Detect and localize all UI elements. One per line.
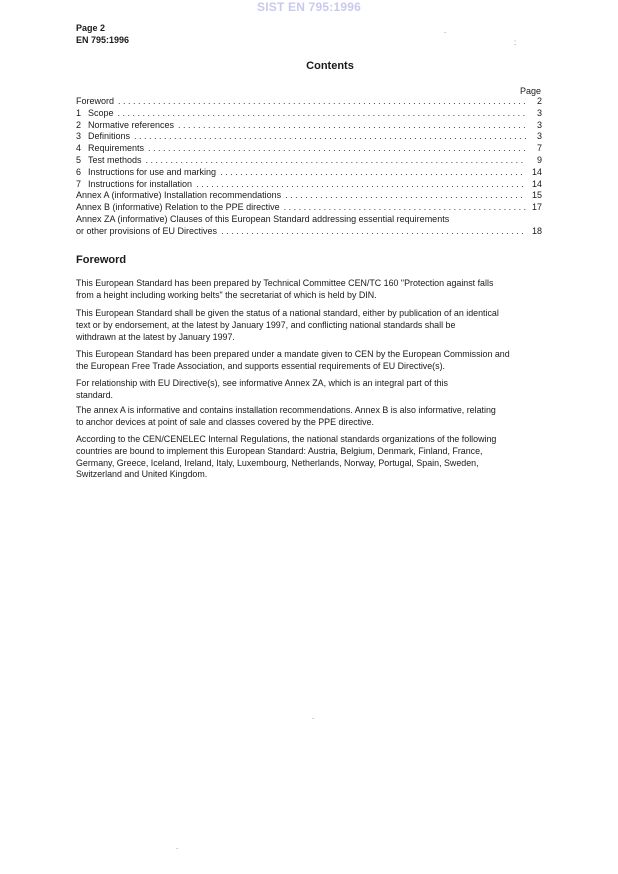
paragraph-line: For relationship with EU Directive(s), see informative Annex ZA, which is an integral part of this [76, 378, 448, 388]
toc-entry-label: Annex A (informative) Installation recommendations [76, 190, 282, 201]
dot-leader [178, 120, 526, 132]
toc-entry-page: 7 [536, 143, 542, 154]
dot-leader [118, 108, 526, 120]
toc-entry-page: 18 [531, 225, 542, 236]
dot-leader [118, 96, 526, 108]
paragraph-line: Germany, Greece, Iceland, Ireland, Italy, Luxembourg, Netherlands, Norway, Portugal, Spain, Sweden, [76, 457, 479, 468]
paragraph-line: This European Standard shall be given the status of a national standard, either by publication of an identical [76, 308, 499, 318]
toc-entry-number: 4 [76, 143, 82, 154]
toc-entry-label: or other provisions of EU Directives [76, 225, 218, 236]
paragraph-line: countries are bound to implement this European Standard: Austria, Belgium, Denmark, Finland, France, [76, 445, 483, 456]
dot-leader [146, 155, 526, 167]
foreword-paragraph [76, 378, 448, 402]
toc-entry-page: 3 [536, 131, 542, 142]
paragraph-line: This European Standard has been prepared by Technical Committee CEN/TC 160 "Protection against falls [76, 278, 494, 288]
foreword-paragraph [76, 308, 499, 343]
paragraph-line: Switzerland and United Kingdom. [76, 469, 208, 480]
toc-entry[interactable] [76, 190, 542, 202]
toc-entry-label: Normative references [88, 119, 175, 130]
toc-entry[interactable] [76, 131, 542, 143]
toc-entry[interactable] [76, 214, 542, 226]
toc-entry-number: 3 [76, 131, 82, 142]
toc-entry-label: Annex ZA (informative) Clauses of this European Standard addressing essential requirements [76, 213, 450, 224]
toc-entry[interactable] [76, 155, 542, 167]
paragraph-line: standard. [76, 389, 114, 400]
toc-entry-label: Scope [88, 107, 114, 118]
toc-entry-label: Foreword [76, 96, 115, 106]
paragraph-line: withdrawn at the latest by January 1997. [76, 331, 235, 342]
paragraph-line: text or by endorsement, at the latest by January 1997, and conflicting national standards shall be [76, 319, 456, 330]
toc-entry[interactable] [76, 120, 542, 132]
foreword-paragraph [76, 278, 493, 302]
toc-entry-page: 17 [531, 202, 542, 213]
page-column-header: Page [519, 86, 541, 96]
page-number: Page 2 [76, 23, 106, 33]
foreword-heading: Foreword [76, 254, 127, 266]
toc-entry[interactable] [76, 96, 542, 108]
paragraph-line: to anchor devices at point of sale and classes covered by the PPE directive. [76, 416, 374, 427]
paragraph-line: The annex A is informative and contains installation recommendations. Annex B is also informative, relating [76, 405, 496, 415]
foreword-paragraph [76, 349, 510, 373]
toc-entry-page: 3 [536, 119, 542, 130]
paragraph-line: According to the CEN/CENELEC Internal Regulations, the national standards organizations of the following [76, 434, 497, 444]
toc-entry-page: 9 [536, 154, 542, 165]
toc-entry-label: Test methods [88, 154, 142, 165]
dot-leader [148, 143, 526, 155]
foreword-paragraph [76, 405, 496, 429]
dot-leader [284, 202, 526, 214]
dot-leader [221, 226, 526, 238]
paragraph-line: This European Standard has been prepared under a mandate given to CEN by the European Commission and [76, 349, 510, 359]
toc-entry[interactable] [76, 202, 542, 214]
dot-leader [196, 179, 526, 191]
toc-entry-label: Annex B (informative) Relation to the PPE directive [76, 202, 280, 213]
dot-leader [285, 190, 526, 202]
toc-entry-number: 6 [76, 166, 82, 177]
foreword-paragraph [76, 434, 496, 481]
dot-leader [220, 167, 526, 179]
toc-entry-number: 7 [76, 178, 82, 189]
paragraph-line: the European Free Trade Association, and supports essential requirements of EU Directive(s). [76, 360, 445, 371]
contents-title: Contents [306, 60, 354, 72]
toc-entry[interactable] [76, 108, 542, 120]
table-of-contents [76, 96, 542, 238]
toc-entry-number: 5 [76, 154, 82, 165]
toc-entry-page: 3 [536, 107, 542, 118]
toc-entry-number: 2 [76, 119, 82, 130]
toc-entry-number: 1 [76, 107, 82, 118]
toc-entry[interactable] [76, 143, 542, 155]
toc-entry[interactable] [76, 167, 542, 179]
toc-entry-page: 15 [531, 190, 542, 201]
toc-entry-page: 14 [531, 166, 542, 177]
toc-entry-label: Instructions for use and marking [88, 166, 217, 177]
toc-entry-label: Instructions for installation [88, 178, 193, 189]
document-id: EN 795:1996 [76, 35, 130, 45]
toc-entry[interactable] [76, 179, 542, 191]
dot-leader [134, 131, 526, 143]
toc-entry-page: 2 [536, 96, 542, 106]
watermark-doc-id: SIST EN 795:1996 [257, 0, 361, 14]
toc-entry-label: Requirements [88, 143, 145, 154]
toc-entry-page: 14 [531, 178, 542, 189]
paragraph-line: from a height including working belts" the secretariat of which is held by DIN. [76, 289, 377, 300]
toc-entry[interactable] [76, 226, 542, 238]
toc-entry-label: Definitions [88, 131, 131, 142]
